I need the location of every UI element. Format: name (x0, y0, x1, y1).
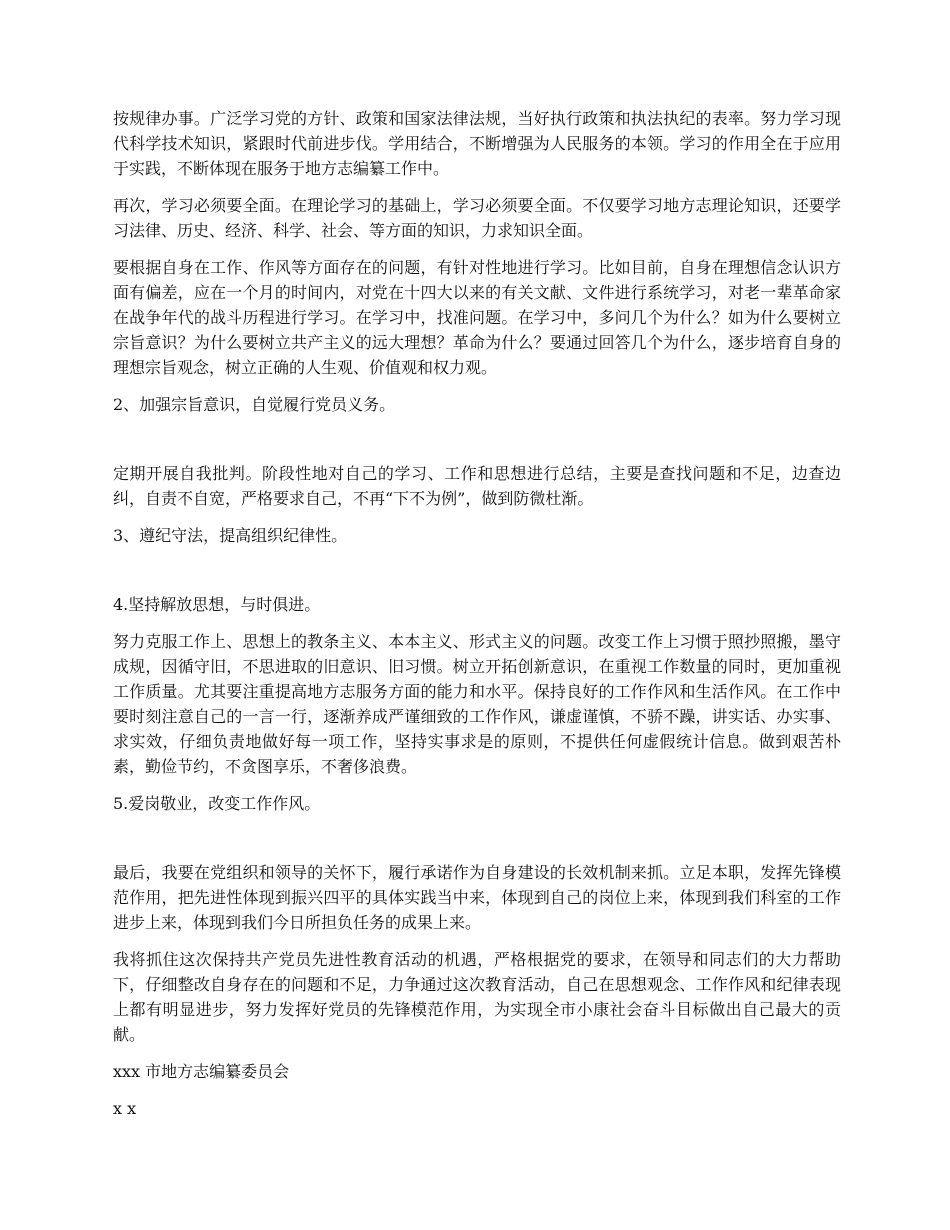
section-heading-2: 2、加强宗旨意识，自觉履行党员义务。 (113, 395, 396, 414)
signature-organization: xxx 市地方志编纂委员会 (113, 1062, 290, 1081)
section-heading-4: 4.坚持解放思想，与时俱进。 (113, 595, 321, 614)
paragraph-targeted-study: 要根据自身在工作、作风等方面存在的问题，有针对性地进行学习。比如目前，自身在理想信念认识方面有偏差，应在一个月的时间内，对党在十四大以来的有关文献、文件进行系统学习，对老一辈革命家在战争年代的战斗历程进行学习。在学习中，找准问题。在学习中，多问几个为什么？如为什么要树立宗旨意识？为什么要树立共产主义的远大理想？革命为什么？要通过回答几个为什么，逐步培育自身的理想宗旨观念，树立正确的人生观、价值观和权力观。 (113, 258, 841, 377)
paragraph-self-criticism: 定期开展自我批判。阶段性地对自己的学习、工作和思想进行总结，主要是查找问题和不足，边查边纠，自责不自宽，严格要求自己，不再“下不为例”，做到防微杜渐。 (113, 464, 841, 508)
paragraph-finally: 最后，我要在党组织和领导的关怀下，履行承诺作为自身建设的长效机制来抓。立足本职，发挥先锋模范作用，把先进性体现到振兴四平的具体实践当中来，体现到自己的岗位上来，体现到我们科室的工作进步上来，体现到我们今日所担负任务的成果上来。 (113, 863, 841, 932)
document-page (113, 106, 841, 1133)
signature-date: x x (113, 1099, 137, 1118)
paragraph-study-rules: 按规律办事。广泛学习党的方针、政策和国家法律法规，当好执行政策和执法执纪的表率。努力学习现代科学技术知识，紧跟时代前进步伐。学用结合，不断增强为人民服务的本领。学习的作用全在于应用于实践，不断体现在服务于地方志编纂工作中。 (113, 109, 841, 178)
paragraph-commitment: 我将抓住这次保持共产党员先进性教育活动的机遇，严格根据党的要求，在领导和同志们的大力帮助下，仔细整改自身存在的问题和不足，力争通过这次教育活动，自己在思想观念、工作作风和纪律表现上都有明显进步，努力发挥好党员的先锋模范作用，为实现全市小康社会奋斗目标做出自己最大的贡献。 (113, 950, 841, 1044)
paragraph-overcome-dogmatism: 努力克服工作上、思想上的教条主义、本本主义、形式主义的问题。改变工作上习惯于照抄照搬，墨守成规，因循守旧，不思进取的旧意识、旧习惯。树立开拓创新意识，在重视工作数量的同时，更加重视工作质量。尤其要注重提高地方志服务方面的能力和水平。保持良好的工作作风和生活作风。在工作中要时刻注意自己的一言一行，逐渐养成严谨细致的工作作风，谦虚谨慎，不骄不躁，讲实话、办实事、求实效，仔细负责地做好每一项工作，坚持实事求是的原则，不提供任何虚假统计信息。做到艰苦朴素，勤俭节约，不贪图享乐，不奢侈浪费。 (113, 632, 841, 776)
section-heading-5: 5.爱岗敬业，改变工作作风。 (113, 794, 321, 813)
section-heading-3: 3、遵纪守法，提高组织纪律性。 (113, 526, 348, 545)
paragraph-study-comprehensive: 再次，学习必须要全面。在理论学习的基础上，学习必须要全面。不仅要学习地方志理论知识，还要学习法律、历史、经济、科学、社会、等方面的知识，力求知识全面。 (113, 196, 841, 240)
